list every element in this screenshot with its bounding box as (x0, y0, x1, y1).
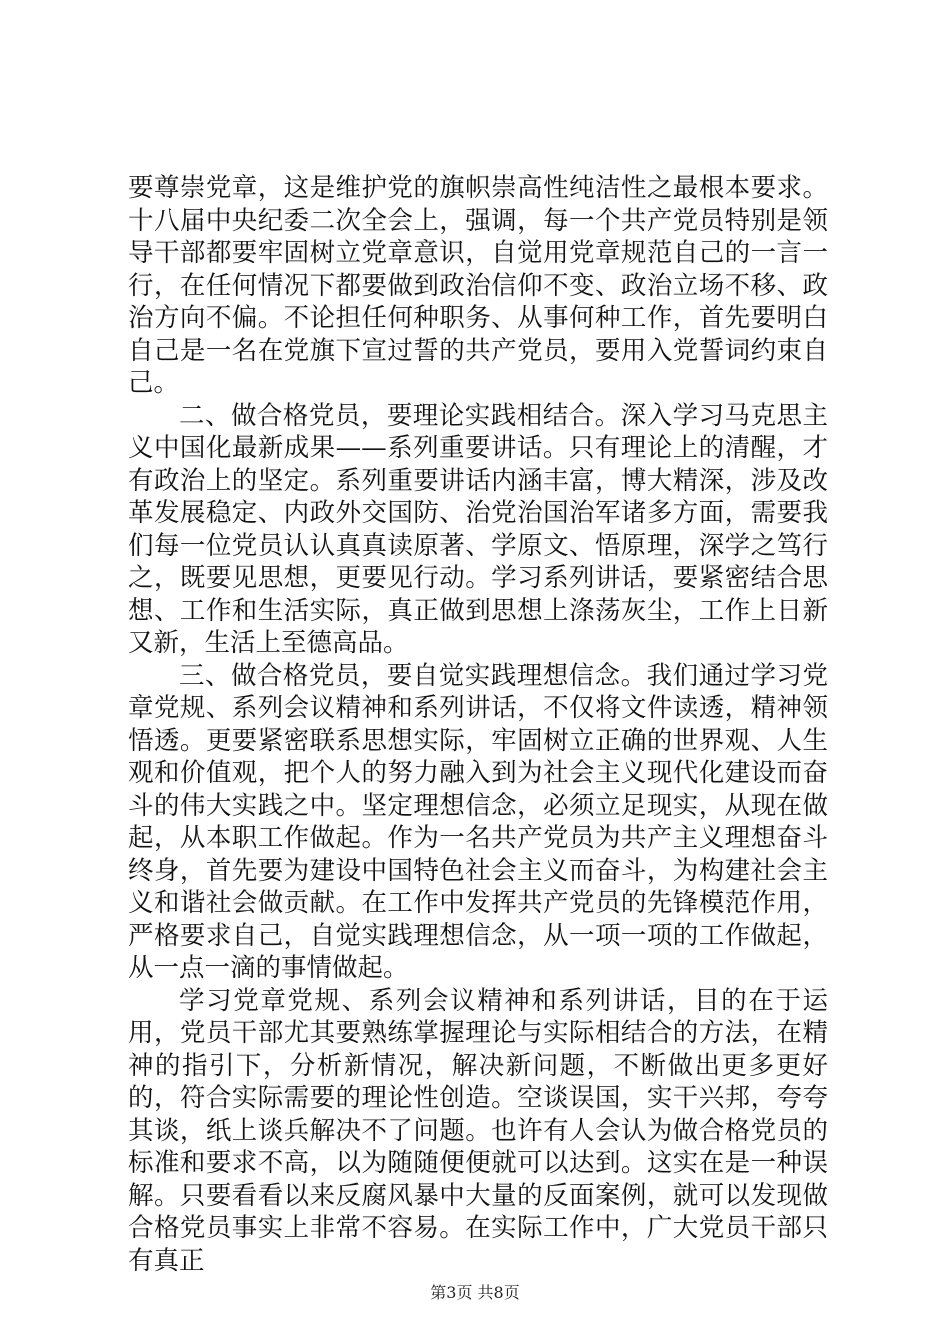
paragraph-study-application: 学习党章党规、系列会议精神和系列讲话，目的在于运用，党员干部尤其要熟练掌握理论与实际相结合的方法，在精神的指引下，分析新情况，解决新问题，不断做出更多更好的，符合实际需要的理论性创造。空谈误国，实干兴邦，夸夸其谈，纸上谈兵解决不了问题。也许有人会认为做合格党员的标准和要求不高，以为随随便便就可以达到。这实在是一种误解。只要看看以来反腐风暴中大量的反面案例，就可以发现做合格党员事实上非常不容易。在实际工作中，广大党员干部只有真正 (128, 985, 828, 1276)
body-text (128, 172, 828, 1277)
paragraph-continuation: 要尊崇党章，这是维护党的旗帜崇高性纯洁性之最根本要求。十八届中央纪委二次全会上，强调，每一个共产党员特别是领导干部都要牢固树立党章意识，自觉用党章规范自己的一言一行，在任何情况下都要做到政治信仰不变、政治立场不移、政治方向不偏。不论担任何种职务、从事何种工作，首先要明白自己是一名在党旗下宣过誓的共产党员，要用入党誓词约束自己。 (128, 173, 828, 398)
page-footer (0, 1280, 950, 1303)
paragraph-section-three: 三、做合格党员，要自觉实践理想信念。我们通过学习党章党规、系列会议精神和系列讲话，不仅将文件读透，精神领悟透。更要紧密联系思想实际，牢固树立正确的世界观、人生观和价值观，把个人的努力融入到为社会主义现代化建设而奋斗的伟大实践之中。坚定理想信念，必须立足现实，从现在做起，从本职工作做起。作为一名共产党员为共产主义理想奋斗终身，首先要为建设中国特色社会主义而奋斗，为构建社会主义和谐社会做贡献。在工作中发挥共产党员的先锋模范作用，严格要求自己，自觉实践理想信念，从一项一项的工作做起，从一点一滴的事情做起。 (128, 660, 828, 983)
page-number: 第3页 共8页 (430, 1283, 520, 1302)
paragraph-section-two: 二、做合格党员，要理论实践相结合。深入学习马克思主义中国化最新成果——系列重要讲话。只有理论上的清醒，才有政治上的坚定。系列重要讲话内涵丰富，博大精深，涉及改革发展稳定、内政外交国防、治党治国治军诸多方面，需要我们每一位党员认认真真读原著、学原文、悟原理，深学之笃行之，既要见思想，更要见行动。学习系列讲话，要紧密结合思想、工作和生活实际，真正做到思想上涤荡灰尘，工作上日新又新，生活上至德高品。 (128, 400, 828, 658)
